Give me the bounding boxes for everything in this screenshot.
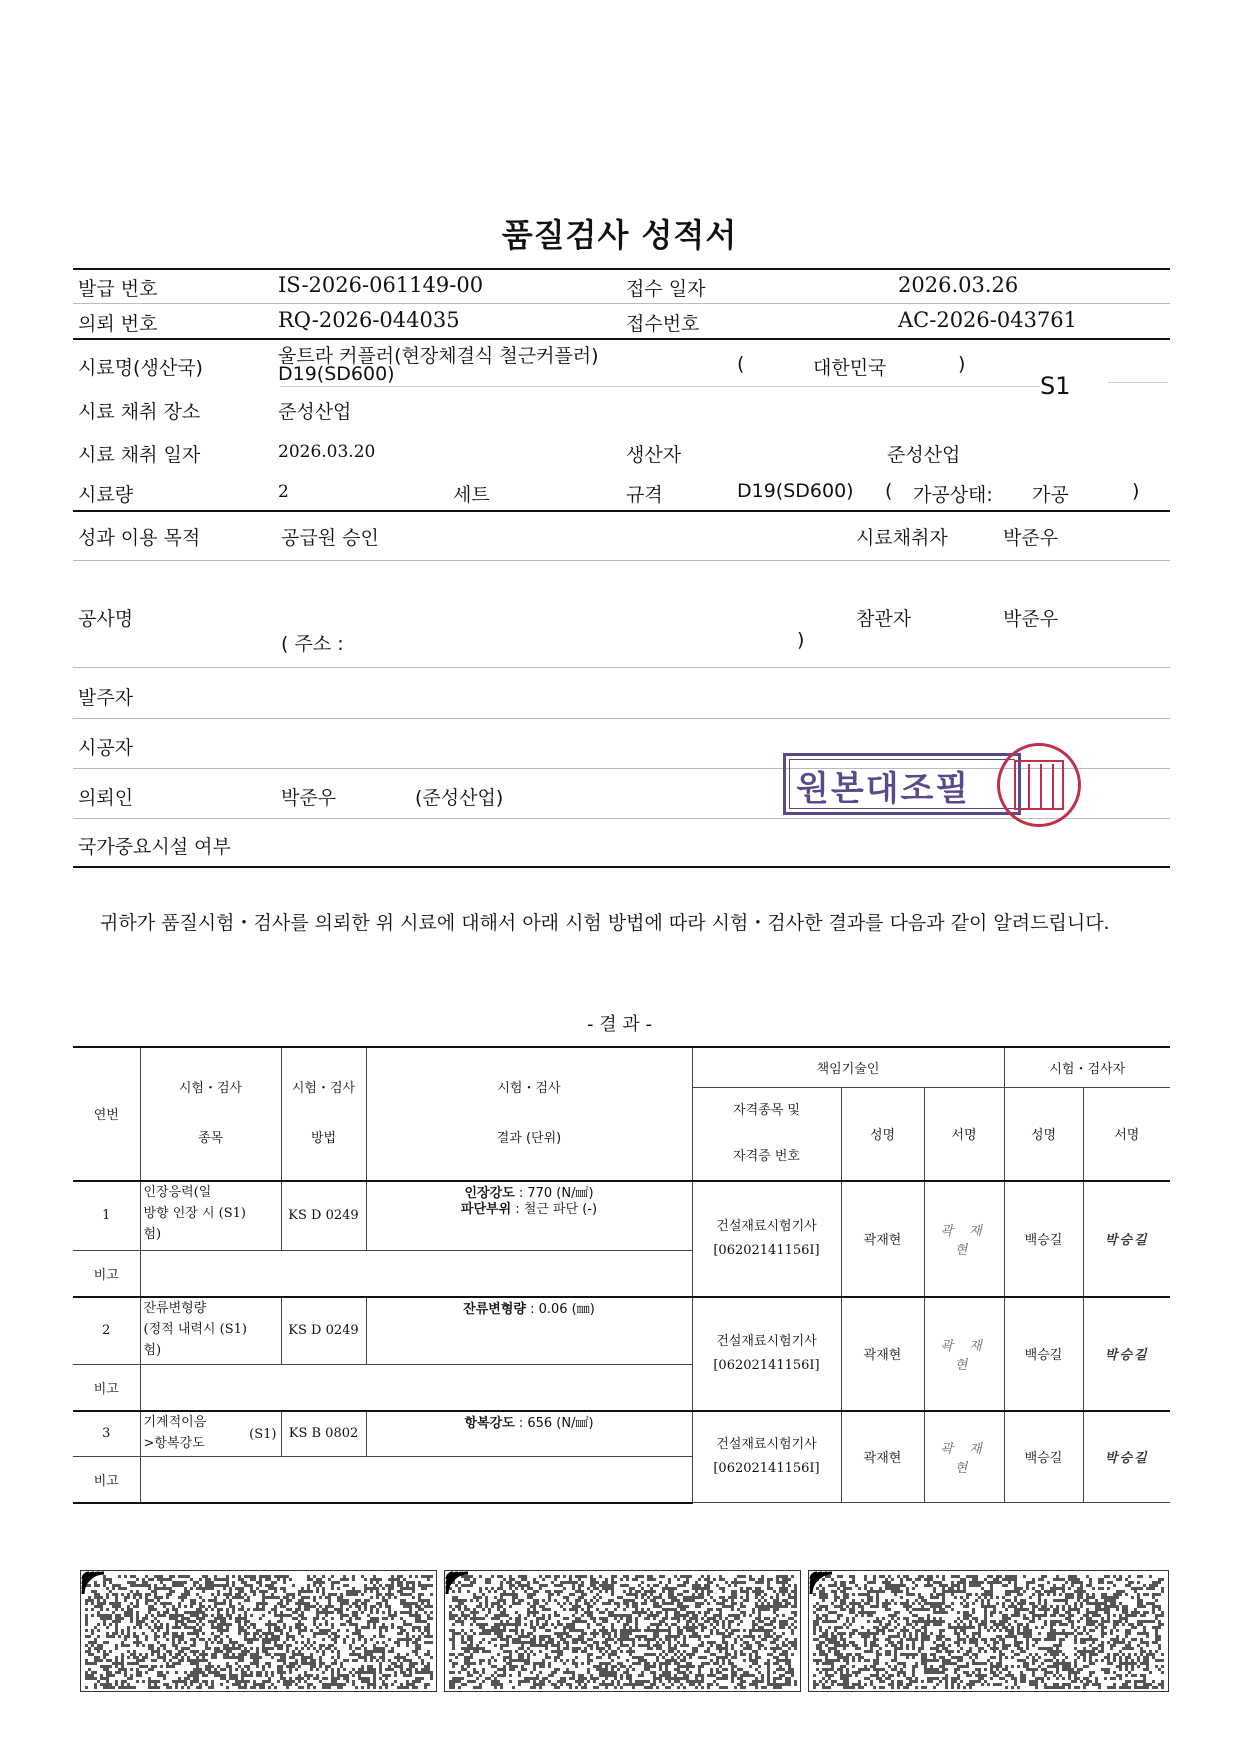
result-label: 인장강도 [464,1185,515,1201]
sample-date-label: 시료 채취 일자 [78,444,201,466]
qr-code-1 [80,1570,437,1692]
producer: 준성산업 [887,444,961,466]
results-table [73,1046,1170,1504]
row-result [366,1181,692,1251]
row-item-1: 기계적이음 [143,1414,207,1430]
divider [73,268,1170,270]
result-value: : 철근 파단 (-) [511,1201,598,1217]
row-item-2: (정적 내력시 (S1) [143,1321,247,1337]
header-tester-name: 성명 [1004,1087,1083,1181]
row-tester-name: 백승길 [1004,1411,1083,1503]
row-item [140,1297,281,1365]
header-result-2: 결과 (단위) [496,1130,562,1146]
header-method-2: 방법 [310,1130,337,1146]
header-tester: 시험・검사자 [1004,1047,1170,1087]
header-tester-sign: 서명 [1083,1087,1170,1181]
qualification-no: [06202141156I] [713,1242,820,1258]
row-qualification [692,1181,841,1297]
header-result [366,1047,692,1181]
qualification: 건설재료시험기사 [716,1218,817,1234]
qr-code-3 [808,1570,1169,1692]
row-result [366,1411,692,1457]
result-label: 파단부위 [460,1201,512,1217]
row-item-1: 인장응력(일 [143,1184,212,1200]
client-label: 발주자 [78,687,134,709]
header-method [281,1047,366,1181]
row-engineer-name: 곽재현 [841,1297,924,1411]
contractor-label: 시공자 [78,737,134,759]
sample-name-line1: 울트라 커플러(현장체결식 철근커플러) [278,345,599,367]
header-method-1: 시험・검사 [291,1080,356,1096]
sample-qty: 2 [278,482,289,502]
divider [73,338,1170,340]
remark-value [140,1251,692,1297]
row-tester-name: 백승길 [1004,1297,1083,1411]
row-engineer-name: 곽재현 [841,1411,924,1503]
divider [73,510,1170,512]
receipt-no-label: 접수번호 [626,313,700,335]
document-title: 품질검사 성적서 [501,216,738,254]
header-item-2: 종목 [197,1130,224,1146]
row-item [140,1411,281,1457]
qualification: 건설재료시험기사 [716,1333,817,1349]
sample-name-label: 시료명(생산국) [78,357,203,379]
header-item [140,1047,281,1181]
engineer-signature: 곽 재 현 [924,1411,1004,1503]
divider [73,866,1170,868]
result-value: : 770 (N/㎟) [514,1185,594,1201]
results-title: - 결 과 - [587,1014,652,1035]
sample-place-label: 시료 채취 장소 [78,401,201,423]
header-engineer-sign: 서명 [924,1087,1004,1181]
row-item-code: (S1) [249,1426,277,1442]
qualification-no: [06202141156I] [713,1357,820,1373]
result-value: : 656 (N/㎟) [514,1415,594,1431]
remark-label: 비고 [73,1457,140,1503]
divider [73,818,1170,819]
header-result-1: 시험・검사 [497,1080,561,1096]
remark-value [140,1365,692,1411]
sample-qty-unit: 세트 [453,484,490,506]
country-close: ) [958,353,966,375]
certified-copy-stamp [783,753,1021,815]
divider [73,303,1170,304]
header-engineer: 책임기술인 [692,1047,1004,1087]
qualification: 건설재료시험기사 [716,1436,817,1452]
header-qual-2: 자격증 번호 [733,1148,800,1164]
divider [280,386,1040,387]
purpose-label: 성과 이용 목적 [78,527,201,549]
sample-qty-label: 시료량 [78,484,134,506]
process-label: 가공상태: [913,484,993,506]
table-row [73,1411,1170,1457]
issue-no: IS-2026-061149-00 [278,273,484,297]
row-no: 3 [73,1411,140,1457]
project-address: ( 주소 : [281,633,344,655]
tester-signature: 박승길 [1083,1297,1170,1411]
tester-signature: 박승길 [1083,1181,1170,1297]
process: 가공 [1032,484,1069,506]
notice-text: 귀하가 품질시험・검사를 의뢰한 위 시료에 대해서 아래 시험 방법에 따라 시험・검사한 결과를 다음과 같이 알려드립니다. [100,912,1110,934]
table-row [73,1181,1170,1251]
receipt-no: AC-2026-043761 [898,308,1078,332]
divider [1108,382,1168,383]
row-method: KS D 0249 [281,1181,366,1251]
sample-country: 대한민국 [813,357,887,379]
sampler-label: 시료채취자 [856,527,948,549]
row-method: KS D 0249 [281,1297,366,1365]
qualification-no: [06202141156I] [713,1460,820,1476]
requester-name: 박준우 [281,787,337,809]
header-engineer-name: 성명 [841,1087,924,1181]
result-value: : 0.06 (㎜) [525,1301,595,1317]
witness: 박준우 [1003,608,1059,630]
qr-code-2 [444,1570,801,1692]
tester-signature: 박승길 [1083,1411,1170,1503]
country-open: ( [737,353,745,375]
request-no-label: 의뢰 번호 [78,313,158,335]
row-qualification [692,1411,841,1503]
remark-value [140,1457,692,1503]
issue-no-label: 발급 번호 [78,278,158,300]
sample-date: 2026.03.20 [278,442,376,462]
receipt-date-label: 접수 일자 [626,278,706,300]
process-close: ) [1132,480,1140,502]
sample-code: S1 [1040,372,1071,400]
witness-label: 참관자 [856,608,912,630]
requester-label: 의뢰인 [78,787,134,809]
request-no: RQ-2026-044035 [278,308,460,332]
table-row [73,1297,1170,1365]
row-tester-name: 백승길 [1004,1181,1083,1297]
row-engineer-name: 곽재현 [841,1181,924,1297]
purpose: 공급원 승인 [281,527,379,549]
divider [73,560,1170,561]
engineer-signature: 곽 재 현 [924,1297,1004,1411]
header-qualification [692,1087,841,1181]
requester-company: (준성산업) [415,787,504,809]
receipt-date: 2026.03.26 [898,273,1019,297]
result-label: 잔류변형량 [463,1301,526,1317]
row-item-2: >항복강도 [143,1435,205,1451]
national-facility-label: 국가중요시설 여부 [78,836,231,858]
header-item-1: 시험・검사 [178,1080,243,1096]
row-item-2: 방향 인장 시 (S1) [143,1205,247,1221]
project-address-close: ) [797,629,805,651]
sampler: 박준우 [1003,527,1059,549]
producer-label: 생산자 [626,444,682,466]
sample-name-line2: D19(SD600) [278,363,395,385]
engineer-signature: 곽 재 현 [924,1181,1004,1297]
row-qualification [692,1297,841,1411]
row-method: KS B 0802 [281,1411,366,1457]
remark-label: 비고 [73,1251,140,1297]
row-no: 2 [73,1297,140,1365]
row-result [366,1297,692,1365]
spec: D19(SD600) [737,480,854,502]
header-no: 연번 [73,1047,140,1181]
row-no: 1 [73,1181,140,1251]
sample-place: 준성산업 [278,401,352,423]
result-label: 항복강도 [464,1415,515,1431]
remark-label: 비고 [73,1365,140,1411]
row-item-3: 험) [143,1226,162,1242]
divider [73,718,1170,719]
project-label: 공사명 [78,608,134,630]
row-item-1: 잔류변형량 [143,1300,207,1316]
header-qual-1: 자격종목 및 [733,1102,800,1118]
spec-label: 규격 [626,484,663,506]
row-item [140,1181,281,1251]
process-open: ( [885,480,893,502]
divider [73,667,1170,668]
certified-copy-stamp-text: 원본대조필 [796,769,971,809]
red-seal-icon [997,743,1081,827]
row-item-3: 험) [143,1342,162,1358]
